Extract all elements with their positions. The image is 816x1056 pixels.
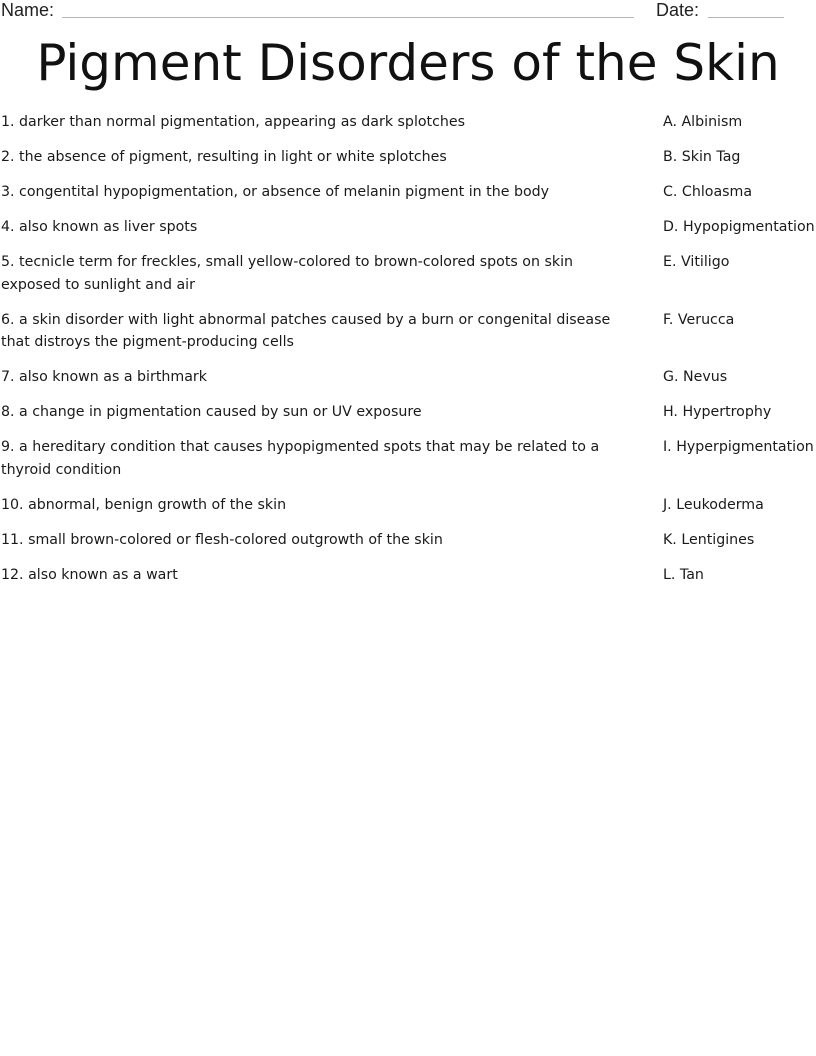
question-text: 7. also known as a birthmark — [1, 369, 207, 385]
question-text: 12. also known as a wart — [1, 566, 178, 583]
page-title: Pigment Disorders of the Skin — [36, 34, 780, 92]
date-label: Date: — [656, 0, 700, 20]
question-row — [0, 216, 816, 239]
question-text: 2. the absence of pigment, resulting in light or white splotches — [1, 149, 447, 165]
question-row — [0, 251, 816, 296]
question-text: 11. small brown-colored or flesh-colored outgrowth of the skin — [1, 531, 443, 548]
answer-option: L. Tan — [663, 566, 704, 583]
question-row — [0, 529, 816, 552]
answer-option: E. Vitiligo — [663, 254, 730, 270]
question-text: 8. a change in pigmentation caused by sun or UV exposure — [1, 404, 422, 420]
question-row — [0, 436, 816, 481]
question-text: 1. darker than normal pigmentation, appearing as dark splotches — [1, 114, 466, 130]
question-text: 9. a hereditary condition that causes hypopigmented spots that may be related to a thyroid condition — [1, 439, 600, 478]
question-text: 5. tecnicle term for freckles, small yellow-colored to brown-colored spots on skin exposed to sunlight and air — [1, 254, 574, 293]
question-list — [0, 111, 816, 599]
question-row — [0, 146, 816, 169]
question-row — [0, 309, 816, 354]
answer-option: B. Skin Tag — [663, 149, 741, 165]
answer-option: I. Hyperpigmentation — [663, 439, 814, 455]
name-blank-line[interactable] — [62, 17, 634, 18]
answer-option: H. Hypertrophy — [663, 404, 772, 420]
answer-option: D. Hypopigmentation — [663, 219, 815, 235]
question-row — [0, 181, 816, 204]
answer-option: F. Verucca — [663, 311, 735, 328]
date-blank-line[interactable] — [708, 17, 784, 18]
answer-option: C. Chloasma — [663, 184, 753, 200]
answer-option: A. Albinism — [663, 114, 743, 130]
answer-option: J. Leukoderma — [663, 496, 764, 513]
question-text: 10. abnormal, benign growth of the skin — [1, 496, 287, 513]
question-row — [0, 366, 816, 389]
question-row — [0, 564, 816, 587]
question-text: 3. congentital hypopigmentation, or absence of melanin pigment in the body — [1, 184, 550, 200]
question-text: 6. a skin disorder with light abnormal patches caused by a burn or congenital disease that distroys the pigment-producing cells — [1, 311, 611, 350]
question-text: 4. also known as liver spots — [1, 219, 198, 235]
answer-option: G. Nevus — [663, 369, 728, 385]
answer-option: K. Lentigines — [663, 531, 755, 548]
worksheet-header — [0, 0, 816, 22]
question-row — [0, 111, 816, 134]
question-row — [0, 494, 816, 517]
question-row — [0, 401, 816, 424]
name-label: Name: — [1, 0, 55, 20]
